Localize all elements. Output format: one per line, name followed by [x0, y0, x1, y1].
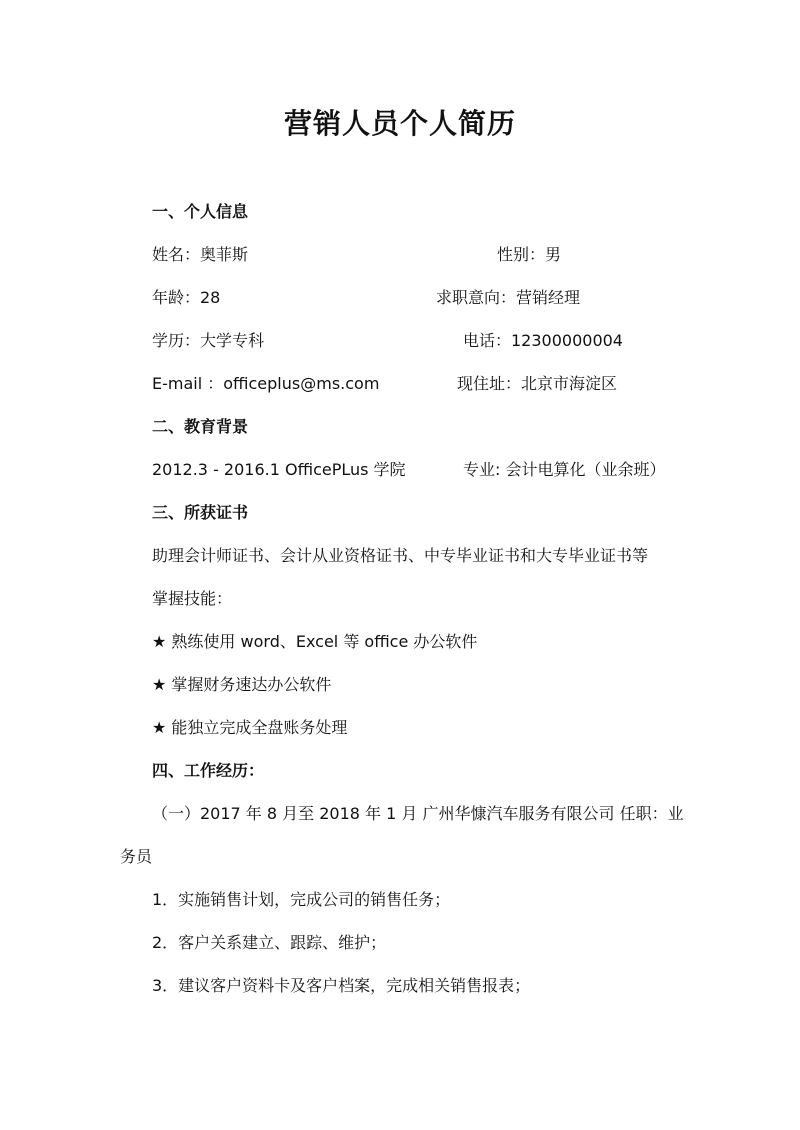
- gender-field: 性别：男: [497, 245, 562, 264]
- age-field: 年龄：28: [152, 288, 221, 307]
- skill-item: ★ 能独立完成全盘账务处理: [152, 718, 348, 737]
- section-heading-certificates: 三、所获证书: [152, 503, 249, 522]
- duty-item: 3．建议客户资料卡及客户档案，完成相关销售报表；: [152, 976, 531, 995]
- duty-item: 1．实施销售计划，完成公司的销售任务；: [152, 890, 451, 909]
- email-field: E-mail ：officeplus@ms.com: [152, 374, 380, 393]
- skill-item: ★ 熟练使用 word、Excel 等 office 办公软件: [152, 632, 478, 651]
- name-field: 姓名：奥菲斯: [152, 245, 249, 264]
- section-heading-work-experience: 四、工作经历：: [152, 761, 265, 780]
- job-objective-field: 求职意向：营销经理: [436, 288, 581, 307]
- section-heading-education: 二、教育背景: [152, 417, 249, 436]
- address-field: 现住址：北京市海淀区: [457, 374, 618, 393]
- job-entry-line: （一）2017 年 8 月至 2018 年 1 月 广州华慷汽车服务有限公司 任职：业: [152, 804, 684, 823]
- skill-item: ★ 掌握财务速达办公软件: [152, 675, 332, 694]
- certificates-text: 助理会计师证书、会计从业资格证书、中专毕业证书和大专毕业证书等: [152, 546, 649, 565]
- education-period-school: 2012.3 - 2016.1 OfficePLus 学院: [152, 460, 406, 479]
- section-heading-personal-info: 一、个人信息: [152, 202, 249, 221]
- education-field: 学历：大学专科: [152, 331, 265, 350]
- education-major: 专业: 会计电算化（业余班）: [463, 460, 666, 479]
- job-entry-line-continued: 务员: [120, 847, 153, 866]
- page-title: 营销人员个人简历: [283, 107, 516, 140]
- phone-field: 电话：12300000004: [463, 331, 623, 350]
- duty-item: 2．客户关系建立、跟踪、维护；: [152, 933, 387, 952]
- skills-label: 掌握技能：: [152, 589, 233, 608]
